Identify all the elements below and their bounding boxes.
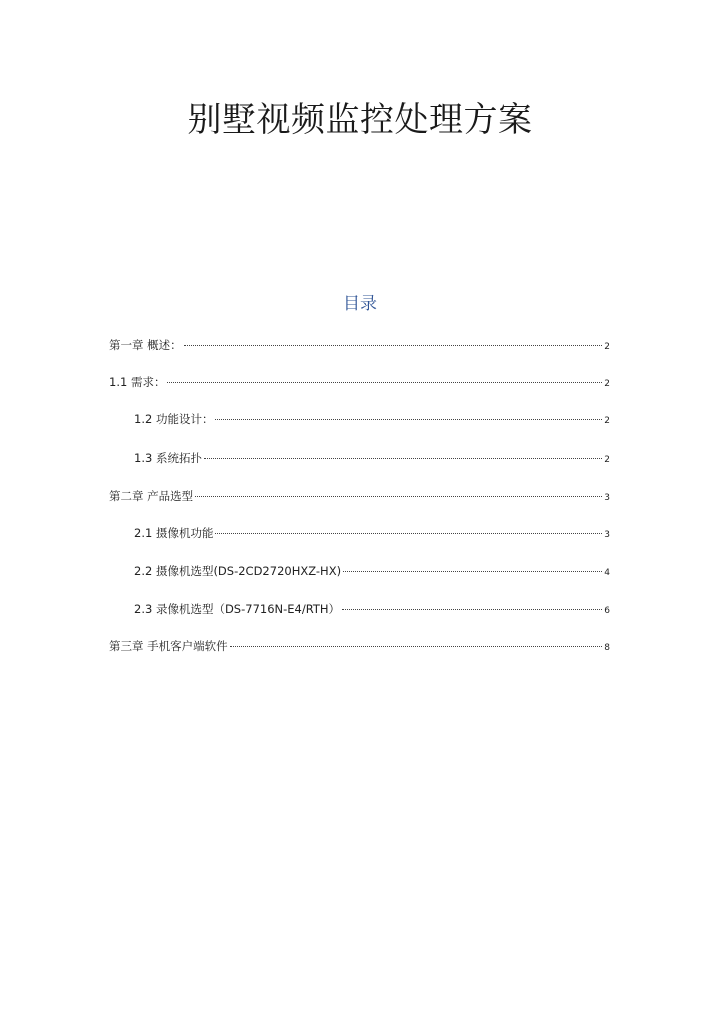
- toc-page-number: 4: [604, 568, 610, 578]
- toc-entry-label: 1.1 需求：: [109, 375, 166, 389]
- toc-dot-leader: [343, 570, 602, 572]
- toc-entry-2-1[interactable]: [134, 524, 610, 542]
- toc-dot-leader: [230, 645, 603, 647]
- toc-entry-label: 2.2 摄像机选型(DS-2CD2720HXZ-HX): [134, 564, 342, 578]
- toc-dot-leader: [204, 457, 602, 459]
- toc-page-number: 2: [604, 416, 610, 426]
- toc-entry-label: 2.3 录像机选型（DS-7716N-E4/RTH）: [134, 602, 341, 616]
- toc-dot-leader: [195, 495, 602, 497]
- toc-page-number: 2: [604, 455, 610, 465]
- toc-entry-chapter-1[interactable]: [109, 336, 610, 354]
- toc-entry-2-3[interactable]: [134, 600, 610, 618]
- toc-entry-1-2[interactable]: [134, 410, 610, 428]
- toc-entry-2-2[interactable]: [134, 562, 610, 580]
- toc-entry-label: 第三章 手机客户端软件: [109, 639, 228, 653]
- toc-page-number: 2: [604, 379, 610, 389]
- toc-dot-leader: [184, 344, 603, 346]
- toc-entry-label: 1.2 功能设计：: [134, 412, 214, 426]
- toc-dot-leader: [215, 532, 602, 534]
- toc-page-number: 2: [604, 342, 610, 352]
- toc-page-number: 3: [604, 530, 610, 540]
- toc-dot-leader: [167, 381, 602, 383]
- toc-entry-label: 1.3 系统拓扑: [134, 451, 202, 465]
- toc-entry-chapter-3[interactable]: [109, 637, 610, 655]
- toc-entry-1-1[interactable]: [109, 373, 610, 391]
- toc-entry-chapter-2[interactable]: [109, 487, 610, 505]
- document-title: 别墅视频监控处理方案: [187, 100, 533, 140]
- toc-entry-1-3[interactable]: [134, 449, 610, 467]
- toc-heading: 目录: [343, 294, 377, 314]
- toc-dot-leader: [215, 418, 602, 420]
- toc-page-number: 3: [604, 493, 610, 503]
- toc-entry-label: 2.1 摄像机功能: [134, 526, 214, 540]
- toc-dot-leader: [342, 608, 602, 610]
- toc-page-number: 6: [604, 606, 610, 616]
- toc-entry-label: 第一章 概述：: [109, 338, 182, 352]
- toc-entry-label: 第二章 产品选型: [109, 489, 194, 503]
- toc-page-number: 8: [604, 643, 610, 653]
